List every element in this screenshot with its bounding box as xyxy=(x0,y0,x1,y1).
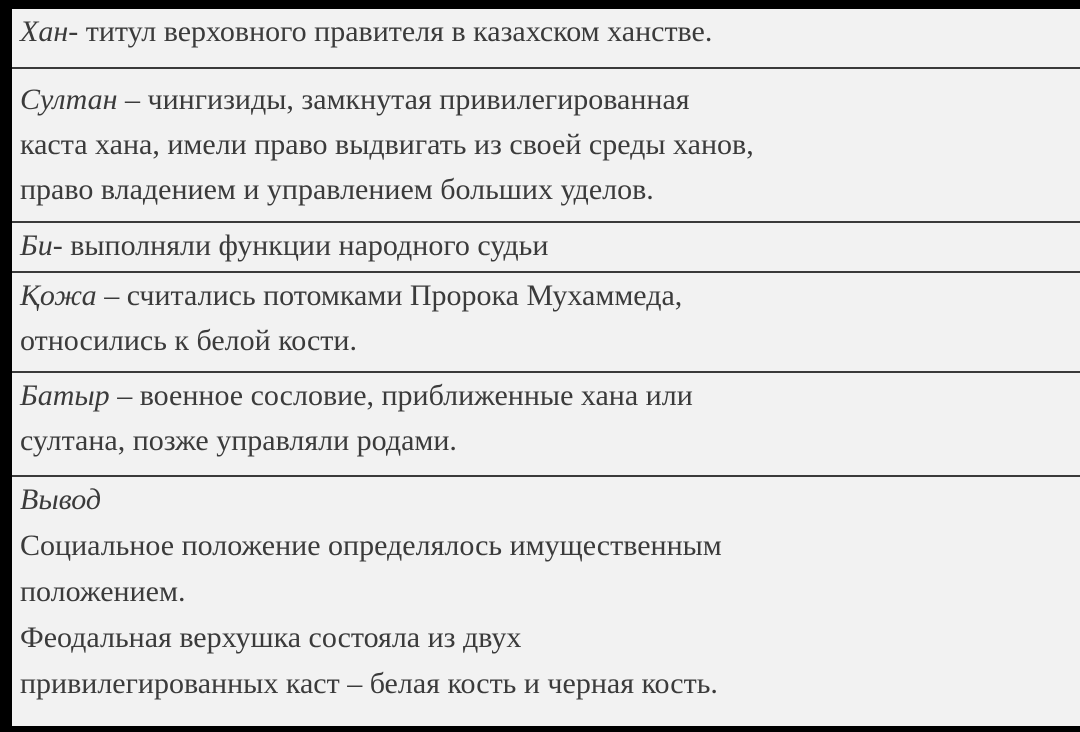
definition-batyr-line-2: султана, позже управляли родами. xyxy=(20,424,457,457)
conclusion-line-3: Феодальная верхушка состояла из двух xyxy=(20,621,522,654)
table-row-khan xyxy=(12,9,1080,65)
top-border xyxy=(0,0,1080,9)
definition-bi: - выполняли функции народного судьи xyxy=(52,229,549,262)
definition-sultan-line-2: каста хана, имели право выдвигать из своей среды ханов, xyxy=(20,128,754,161)
definition-sultan-line-3: право владением и управлением больших уделов. xyxy=(20,173,654,206)
definitions-table xyxy=(0,9,1080,732)
term-bi: Би xyxy=(20,229,53,262)
row-line xyxy=(20,273,1080,318)
term-sultan: Султан xyxy=(20,83,118,116)
row-line xyxy=(20,373,1080,418)
conclusion-line-1: Социальное положение определялось имущественным xyxy=(20,529,722,562)
table-row-bi xyxy=(12,221,1080,271)
row-line xyxy=(20,9,1080,54)
definition-sultan-line-1: – чингизиды, замкнутая привилегированная xyxy=(117,83,690,116)
row-line xyxy=(20,77,1080,122)
table-row-sultan xyxy=(12,67,1080,221)
conclusion-line-4: привилегированных каст – белая кость и черная кость. xyxy=(20,667,718,700)
table-row-kozha xyxy=(12,271,1080,371)
row-line xyxy=(20,223,1080,268)
table-row-conclusion xyxy=(12,475,1080,726)
definition-kozha-line-1: – считались потомками Пророка Мухаммеда, xyxy=(96,279,683,312)
term-kozha: Қожа xyxy=(20,279,97,312)
term-khan: Хан xyxy=(20,15,69,48)
definition-khan: - титул верховного правителя в казахском ханстве. xyxy=(68,15,713,48)
conclusion-line-2: положением. xyxy=(20,575,186,608)
definition-kozha-line-2: относились к белой кости. xyxy=(20,324,357,357)
conclusion-heading: Вывод xyxy=(20,483,102,516)
term-batyr: Батыр xyxy=(20,379,110,412)
bottom-border xyxy=(0,726,1080,732)
table-row-batyr xyxy=(12,371,1080,475)
definition-batyr-line-1: – военное сословие, приближенные хана или xyxy=(109,379,693,412)
